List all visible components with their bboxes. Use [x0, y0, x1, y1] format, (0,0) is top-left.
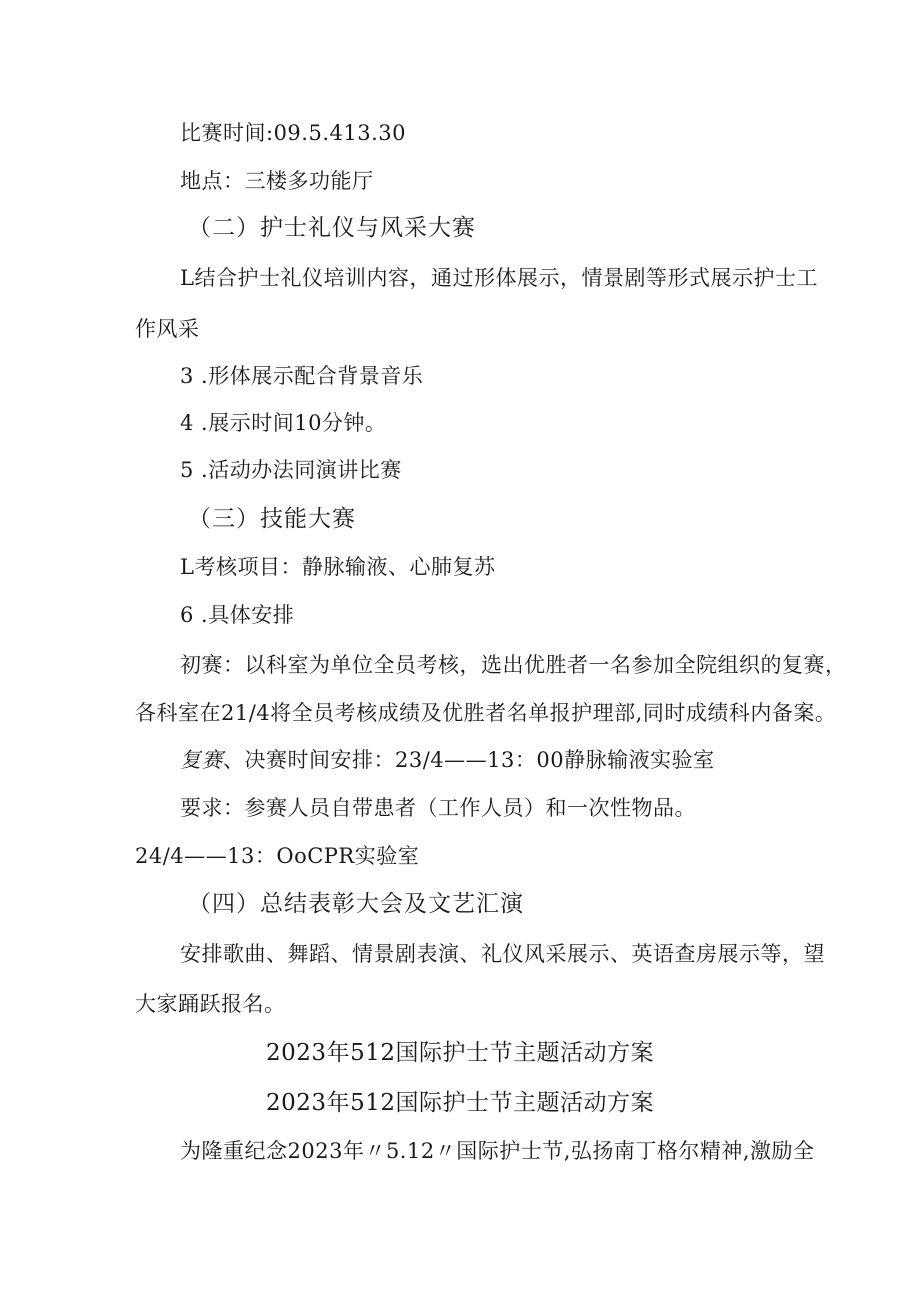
schedule-italic-word: 复赛 [180, 748, 223, 772]
schedule-text: 、决赛时间安排：23/4——13：00静脉输液实验室 [223, 748, 715, 772]
list-item: 5 .活动办法同演讲比赛 [180, 458, 402, 482]
paragraph-line: 安排歌曲、舞蹈、情景剧表演、礼仪风采展示、英语查房展示等，望 [180, 942, 825, 966]
paragraph-line: 初赛：以科室为单位全员考核，选出优胜者一名参加全院组织的复赛， [180, 653, 847, 677]
competition-time: 比赛时间:09.5.413.30 [180, 121, 406, 145]
paragraph-line: 大家踊跃报名。 [135, 992, 286, 1016]
document-title: 2023年512国际护士节主题活动方案 [266, 1090, 654, 1116]
paragraph-line: 各科室在21/4将全员考核成绩及优胜者名单报护理部,同时成绩科内备案。 [135, 701, 837, 725]
document-title: 2023年512国际护士节主题活动方案 [266, 1040, 654, 1066]
schedule-line [180, 746, 715, 774]
section-heading-etiquette: （二）护士礼仪与风采大赛 [188, 215, 476, 241]
list-item: 6 .具体安排 [180, 603, 295, 627]
competition-location: 地点：三楼多功能厅 [180, 169, 374, 193]
section-heading-summary: （四）总结表彰大会及文艺汇演 [188, 891, 524, 917]
paragraph-line: 要求：参赛人员自带患者（工作人员）和一次性物品。 [180, 796, 696, 820]
paragraph-line: L结合护士礼仪培训内容，通过形体展示，情景剧等形式展示护士工 [180, 266, 818, 290]
paragraph-line: 作风采 [135, 317, 200, 341]
list-item: 3 .形体展示配合背景音乐 [180, 364, 424, 388]
list-item: 4 .展示时间10分钟。 [180, 411, 387, 435]
paragraph-line: 24/4——13：OoCPR实验室 [135, 844, 420, 868]
section-heading-skills: （三）技能大赛 [188, 506, 356, 532]
paragraph-line: L考核项目：静脉输液、心肺复苏 [180, 555, 496, 579]
paragraph-line: 为隆重纪念2023年〃5.12〃国际护士节,弘扬南丁格尔精神,激励全 [180, 1139, 815, 1163]
